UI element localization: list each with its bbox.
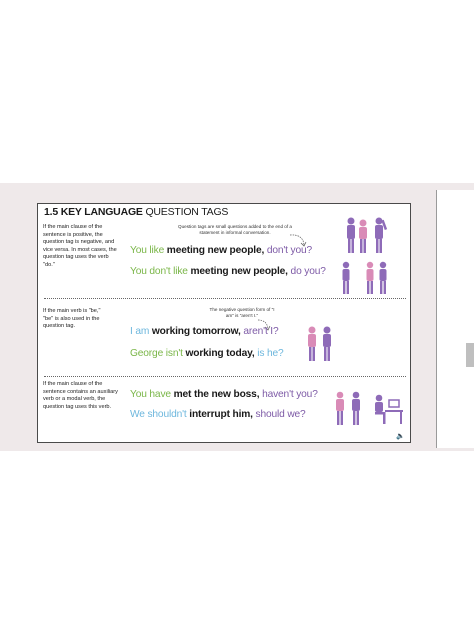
example-question-tag: should we? <box>255 409 306 420</box>
example-subject: George isn't <box>130 348 183 359</box>
example-question-tag: don't you? <box>266 245 313 256</box>
meeting-boss-illustration <box>331 390 365 428</box>
example-sentence-1 <box>130 245 312 256</box>
people-standing-illustration <box>338 260 396 296</box>
example-main-clause: meeting new people, <box>190 266 288 277</box>
next-page-tab <box>466 343 474 367</box>
example-main-clause: interrupt him, <box>189 409 253 420</box>
example-sentence-5 <box>130 389 318 400</box>
example-question-tag: is he? <box>257 348 284 359</box>
people-chatting-illustration <box>341 214 393 258</box>
example-sentence-6 <box>130 409 306 420</box>
example-subject: You don't like <box>130 266 188 277</box>
example-sentence-4 <box>130 348 284 359</box>
key-language-panel <box>37 203 411 443</box>
section-title-bold: KEY LANGUAGE <box>60 206 143 218</box>
rule-text-2: If the main verb is "be," "be" is also used in the question tag. <box>43 308 101 330</box>
next-page-edge <box>436 190 474 448</box>
row-divider <box>44 298 406 299</box>
example-subject: I am <box>130 326 150 337</box>
annotation-note-2: The negative question form of "I am" is "aren't I." <box>209 307 275 318</box>
example-subject: We shouldn't <box>130 409 187 420</box>
rule-text-3: If the main clause of the sentence contains an auxiliary verb or a modal verb, the question tag uses this verb. <box>43 381 118 410</box>
row-divider <box>44 376 406 377</box>
example-main-clause: meeting new people, <box>166 245 265 256</box>
example-subject: You have <box>130 389 171 400</box>
example-main-clause: working tomorrow, <box>151 326 241 337</box>
section-number: 1.5 <box>44 206 58 218</box>
example-main-clause: met the new boss, <box>173 389 260 400</box>
example-subject: You like <box>130 245 165 256</box>
example-main-clause: working today, <box>185 348 255 359</box>
man-at-desk-illustration <box>371 390 405 428</box>
audio-speaker-icon[interactable]: 🔈 <box>396 433 405 440</box>
example-question-tag: haven't you? <box>262 389 318 400</box>
section-title-rest: QUESTION TAGS <box>145 206 229 218</box>
annotation-note-1: Question tags are small questions added to the end of a statement in informal conversation. <box>178 224 292 235</box>
example-sentence-3 <box>130 326 279 337</box>
rule-text-1: If the main clause of the sentence is positive, the question tag is negative, and vice versa. In most cases, the question tag uses the verb "do." <box>43 224 117 268</box>
example-question-tag: aren't I? <box>243 326 279 337</box>
example-sentence-2 <box>130 266 326 277</box>
panel-header <box>44 206 228 218</box>
example-question-tag: do you? <box>290 266 326 277</box>
couple-illustration <box>303 324 337 364</box>
